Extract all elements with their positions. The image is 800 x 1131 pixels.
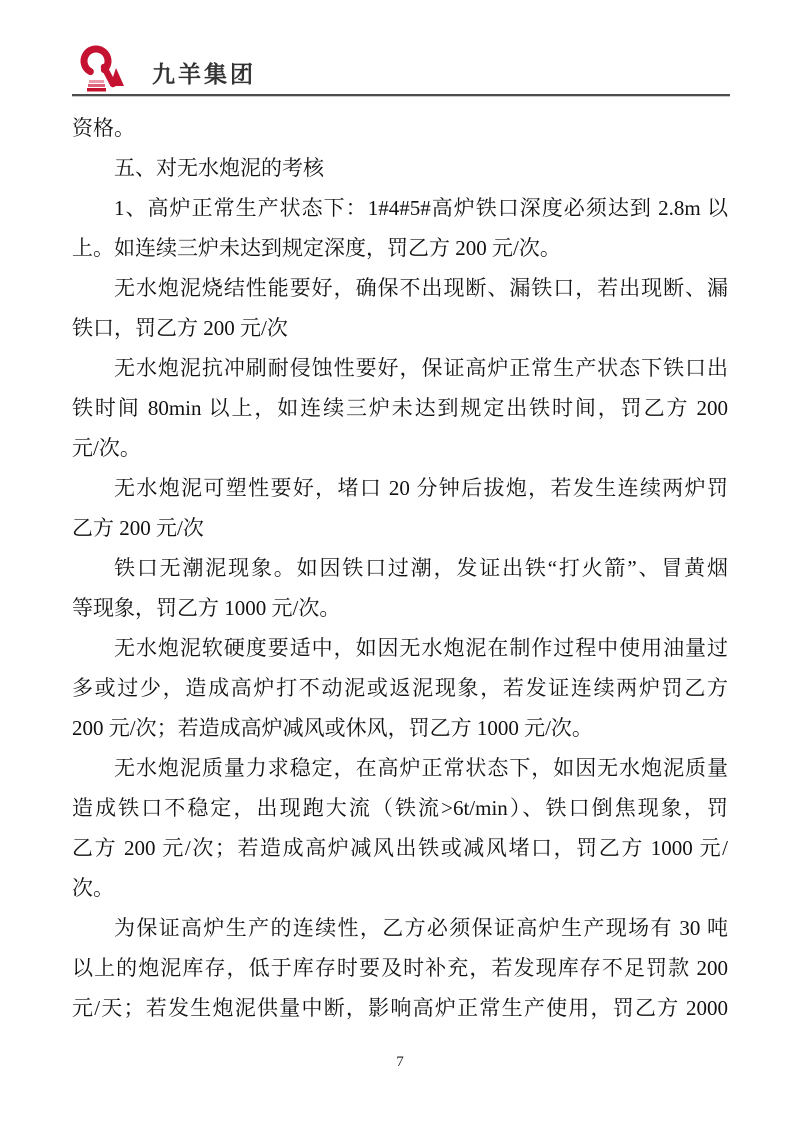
document-body (72, 108, 728, 1028)
text-line: 元/天；若发生炮泥供量中断，影响高炉正常生产使用，罚乙方 2000 (72, 996, 728, 1020)
page-number: 7 (396, 1054, 404, 1070)
page-footer (0, 1054, 800, 1071)
letterhead (72, 42, 730, 96)
text-line: 无水炮泥抗冲刷耐侵蚀性要好，保证高炉正常生产状态下铁口出 (114, 356, 728, 380)
text-line: 无水炮泥软硬度要适中，如因无水炮泥在制作过程中使用油量过 (114, 636, 728, 660)
text-line: 资格。 (72, 116, 135, 140)
text-line: 1、高炉正常生产状态下：1#4#5#高炉铁口深度必须达到 2.8m 以 (114, 196, 728, 220)
jiuyang-ram-logo-icon (74, 44, 142, 96)
text-line: 为保证高炉生产的连续性，乙方必须保证高炉生产现场有 30 吨 (114, 916, 728, 940)
text-line: 以上的炮泥库存，低于库存时要及时补充，若发现库存不足罚款 200 (72, 956, 728, 980)
text-line: 上。如连续三炉未达到规定深度，罚乙方 200 元/次。 (72, 236, 561, 260)
text-line: 铁时间 80min 以上，如连续三炉未达到规定出铁时间，罚乙方 200 (72, 396, 728, 420)
text-line: 等现象，罚乙方 1000 元/次。 (72, 596, 341, 620)
text-line: 乙方 200 元/次 (72, 516, 204, 540)
brand-name: 九羊集团 (152, 61, 256, 87)
text-line: 乙方 200 元/次；若造成高炉减风出铁或减风堵口，罚乙方 1000 元/ (72, 836, 728, 860)
text-line: 铁口无潮泥现象。如因铁口过潮，发证出铁“打火箭”、冒黄烟 (114, 556, 728, 580)
header-divider (72, 94, 730, 97)
text-line: 五、对无水炮泥的考核 (114, 156, 324, 180)
text-line: 多或过少，造成高炉打不动泥或返泥现象，若发证连续两炉罚乙方 (72, 676, 728, 700)
text-line: 无水炮泥可塑性要好，堵口 20 分钟后拔炮，若发生连续两炉罚 (114, 476, 728, 500)
text-line: 元/次。 (72, 436, 141, 460)
text-line: 无水炮泥烧结性能要好，确保不出现断、漏铁口，若出现断、漏 (114, 276, 728, 300)
text-line: 无水炮泥质量力求稳定，在高炉正常状态下，如因无水炮泥质量 (114, 756, 728, 780)
text-line: 铁口，罚乙方 200 元/次 (72, 316, 288, 340)
text-line: 造成铁口不稳定，出现跑大流（铁流>6t/min）、铁口倒焦现象，罚 (72, 796, 728, 820)
text-line: 次。 (72, 876, 114, 900)
text-line: 200 元/次；若造成高炉减风或休风，罚乙方 1000 元/次。 (72, 716, 593, 740)
